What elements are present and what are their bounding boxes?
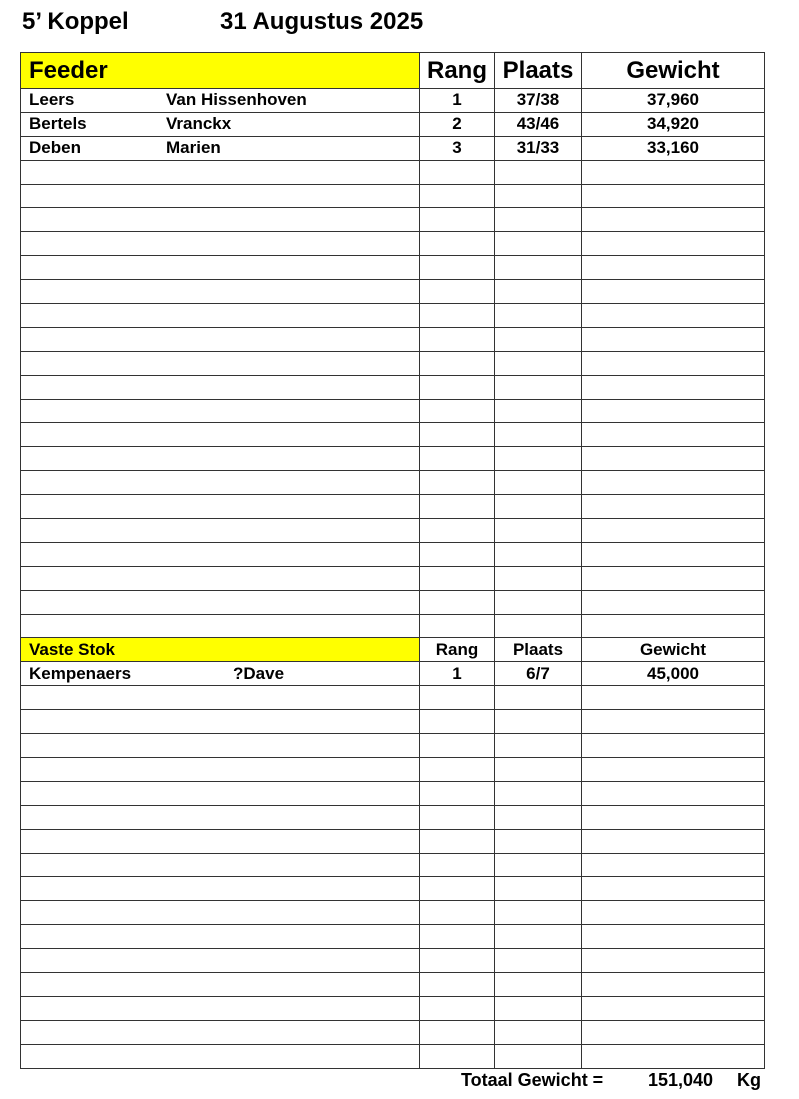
rang-cell: [420, 184, 495, 208]
rang-cell: 3: [420, 136, 495, 160]
rang-cell: 2: [420, 112, 495, 136]
participant-names: [21, 423, 420, 447]
plaats-cell: [495, 590, 582, 614]
gewicht-header: Gewicht: [582, 638, 765, 662]
table-row: [21, 471, 765, 495]
rang-cell: [420, 351, 495, 375]
plaats-cell: 31/33: [495, 136, 582, 160]
total-value: 151,040: [648, 1070, 714, 1090]
plaats-cell: 6/7: [495, 662, 582, 686]
participant-names: [21, 1020, 420, 1044]
gewicht-cell: [582, 423, 765, 447]
plaats-cell: [495, 686, 582, 710]
rang-cell: [420, 949, 495, 973]
name-second: Van Hissenhoven: [166, 90, 307, 110]
gewicht-cell: [582, 304, 765, 328]
participant-names: [21, 256, 420, 280]
table-row: [21, 112, 765, 136]
participant-names: [21, 590, 420, 614]
gewicht-cell: [582, 686, 765, 710]
name-first: Leers: [29, 90, 75, 110]
participant-names: [21, 710, 420, 734]
gewicht-cell: [582, 1020, 765, 1044]
table-row: [21, 781, 765, 805]
plaats-cell: [495, 495, 582, 519]
gewicht-cell: [582, 256, 765, 280]
plaats-cell: [495, 877, 582, 901]
plaats-cell: [495, 734, 582, 758]
vaste-stok-header-row: [21, 638, 765, 662]
gewicht-cell: [582, 614, 765, 638]
rang-cell: [420, 614, 495, 638]
rang-cell: [420, 757, 495, 781]
rang-cell: [420, 686, 495, 710]
plaats-cell: [495, 1020, 582, 1044]
rang-cell: [420, 280, 495, 304]
plaats-cell: [495, 375, 582, 399]
plaats-cell: [495, 614, 582, 638]
participant-names: [21, 280, 420, 304]
rang-cell: [420, 327, 495, 351]
total-label: Totaal Gewicht =: [461, 1070, 604, 1090]
gewicht-cell: [582, 949, 765, 973]
rang-cell: [420, 972, 495, 996]
rang-cell: [420, 519, 495, 543]
feeder-header-row: [21, 53, 765, 89]
rang-cell: [420, 805, 495, 829]
name-first: Deben: [29, 138, 81, 158]
title-event: 5’ Koppel: [22, 8, 129, 35]
plaats-cell: [495, 327, 582, 351]
gewicht-cell: [582, 781, 765, 805]
gewicht-cell: [582, 877, 765, 901]
table-row: [21, 662, 765, 686]
plaats-cell: [495, 280, 582, 304]
participant-names: [21, 972, 420, 996]
rang-cell: [420, 877, 495, 901]
table-row: [21, 208, 765, 232]
participant-names: [21, 734, 420, 758]
plaats-cell: [495, 542, 582, 566]
plaats-cell: [495, 566, 582, 590]
plaats-cell: [495, 399, 582, 423]
plaats-cell: [495, 949, 582, 973]
plaats-cell: 43/46: [495, 112, 582, 136]
table-row: [21, 232, 765, 256]
gewicht-cell: 37,960: [582, 89, 765, 113]
rang-cell: [420, 996, 495, 1020]
table-row: [21, 901, 765, 925]
participant-names: [21, 471, 420, 495]
plaats-cell: [495, 805, 582, 829]
participant-names: [21, 232, 420, 256]
rang-cell: [420, 901, 495, 925]
rang-cell: [420, 710, 495, 734]
table-row: [21, 853, 765, 877]
table-row: [21, 184, 765, 208]
participant-names: [21, 662, 420, 686]
gewicht-cell: [582, 972, 765, 996]
rang-cell: [420, 1020, 495, 1044]
participant-names: [21, 208, 420, 232]
plaats-cell: [495, 781, 582, 805]
gewicht-cell: 33,160: [582, 136, 765, 160]
gewicht-cell: [582, 351, 765, 375]
table-row: [21, 686, 765, 710]
gewicht-cell: [582, 757, 765, 781]
participant-names: [21, 614, 420, 638]
name-second: Marien: [166, 138, 221, 158]
results-table: [20, 52, 765, 1069]
name-pair: [21, 138, 419, 158]
table-row: [21, 925, 765, 949]
gewicht-cell: [582, 208, 765, 232]
gewicht-cell: [582, 996, 765, 1020]
participant-names: [21, 375, 420, 399]
title-date: 31 Augustus 2025: [220, 8, 424, 35]
participant-names: [21, 351, 420, 375]
gewicht-cell: [582, 1044, 765, 1068]
participant-names: [21, 996, 420, 1020]
rang-cell: [420, 471, 495, 495]
table-row: [21, 495, 765, 519]
table-row: [21, 1020, 765, 1044]
participant-names: [21, 542, 420, 566]
gewicht-cell: [582, 280, 765, 304]
rang-cell: [420, 734, 495, 758]
participant-names: [21, 925, 420, 949]
rang-cell: 1: [420, 89, 495, 113]
plaats-cell: [495, 232, 582, 256]
table-row: [21, 757, 765, 781]
table-row: [21, 136, 765, 160]
participant-names: [21, 447, 420, 471]
plaats-cell: [495, 304, 582, 328]
rang-cell: 1: [420, 662, 495, 686]
participant-names: [21, 829, 420, 853]
plaats-cell: [495, 901, 582, 925]
participant-names: [21, 805, 420, 829]
gewicht-cell: [582, 232, 765, 256]
participant-names: [21, 399, 420, 423]
gewicht-cell: [582, 399, 765, 423]
plaats-cell: [495, 757, 582, 781]
gewicht-cell: [582, 710, 765, 734]
table-row: [21, 566, 765, 590]
rang-header: Rang: [420, 53, 495, 89]
gewicht-cell: [582, 160, 765, 184]
participant-names: [21, 112, 420, 136]
rang-cell: [420, 566, 495, 590]
rang-cell: [420, 232, 495, 256]
table-row: [21, 614, 765, 638]
participant-names: [21, 901, 420, 925]
plaats-cell: [495, 256, 582, 280]
name-first: Kempenaers: [29, 663, 132, 683]
table-row: [21, 423, 765, 447]
name-pair: [21, 90, 419, 110]
gewicht-cell: [582, 327, 765, 351]
table-row: [21, 304, 765, 328]
plaats-cell: [495, 423, 582, 447]
table-row: [21, 542, 765, 566]
table-row: [21, 280, 765, 304]
rang-cell: [420, 590, 495, 614]
plaats-header: Plaats: [495, 638, 582, 662]
plaats-cell: [495, 447, 582, 471]
plaats-cell: [495, 853, 582, 877]
participant-names: [21, 853, 420, 877]
plaats-cell: [495, 351, 582, 375]
table-row: [21, 519, 765, 543]
participant-names: [21, 566, 420, 590]
gewicht-cell: 45,000: [582, 662, 765, 686]
table-row: [21, 710, 765, 734]
gewicht-cell: [582, 734, 765, 758]
plaats-header: Plaats: [495, 53, 582, 89]
gewicht-cell: [582, 853, 765, 877]
table-row: [21, 949, 765, 973]
rang-cell: [420, 208, 495, 232]
name-second: Vranckx: [166, 114, 232, 134]
participant-names: [21, 519, 420, 543]
gewicht-cell: [582, 542, 765, 566]
table-row: [21, 805, 765, 829]
gewicht-cell: [582, 375, 765, 399]
rang-cell: [420, 1044, 495, 1068]
participant-names: [21, 495, 420, 519]
participant-names: [21, 327, 420, 351]
rang-cell: [420, 495, 495, 519]
participant-names: [21, 686, 420, 710]
gewicht-cell: [582, 447, 765, 471]
rang-cell: [420, 160, 495, 184]
gewicht-cell: [582, 519, 765, 543]
rang-cell: [420, 781, 495, 805]
table-row: [21, 351, 765, 375]
rang-cell: [420, 925, 495, 949]
vaste-stok-section-label: Vaste Stok: [21, 638, 420, 662]
gewicht-cell: 34,920: [582, 112, 765, 136]
plaats-cell: [495, 972, 582, 996]
feeder-section-label: Feeder: [21, 53, 420, 89]
rang-cell: [420, 256, 495, 280]
table-row: [21, 972, 765, 996]
name-pair: [21, 114, 419, 134]
table-row: [21, 89, 765, 113]
gewicht-cell: [582, 495, 765, 519]
gewicht-cell: [582, 566, 765, 590]
plaats-cell: [495, 996, 582, 1020]
name-second: ?Dave: [233, 663, 285, 683]
total-unit: Kg: [737, 1070, 761, 1090]
table-row: [21, 256, 765, 280]
table-row: [21, 590, 765, 614]
table-row: [21, 734, 765, 758]
name-first: Bertels: [29, 114, 87, 134]
gewicht-header: Gewicht: [582, 53, 765, 89]
plaats-cell: [495, 1044, 582, 1068]
rang-cell: [420, 447, 495, 471]
plaats-cell: [495, 925, 582, 949]
participant-names: [21, 304, 420, 328]
table-row: [21, 1044, 765, 1068]
rang-header: Rang: [420, 638, 495, 662]
participant-names: [21, 949, 420, 973]
gewicht-cell: [582, 184, 765, 208]
gewicht-cell: [582, 590, 765, 614]
rang-cell: [420, 304, 495, 328]
table-row: [21, 327, 765, 351]
plaats-cell: [495, 471, 582, 495]
table-row: [21, 877, 765, 901]
table-row: [21, 399, 765, 423]
participant-names: [21, 184, 420, 208]
participant-names: [21, 757, 420, 781]
participant-names: [21, 160, 420, 184]
participant-names: [21, 136, 420, 160]
table-row: [21, 447, 765, 471]
plaats-cell: [495, 208, 582, 232]
table-row: [21, 829, 765, 853]
participant-names: [21, 877, 420, 901]
participant-names: [21, 1044, 420, 1068]
table-row: [21, 996, 765, 1020]
plaats-cell: [495, 519, 582, 543]
table-row: [21, 160, 765, 184]
plaats-cell: [495, 160, 582, 184]
rang-cell: [420, 542, 495, 566]
gewicht-cell: [582, 829, 765, 853]
participant-names: [21, 781, 420, 805]
gewicht-cell: [582, 471, 765, 495]
gewicht-cell: [582, 805, 765, 829]
gewicht-cell: [582, 925, 765, 949]
participant-names: [21, 89, 420, 113]
rang-cell: [420, 853, 495, 877]
plaats-cell: 37/38: [495, 89, 582, 113]
rang-cell: [420, 375, 495, 399]
name-pair: [21, 664, 419, 684]
gewicht-cell: [582, 901, 765, 925]
plaats-cell: [495, 829, 582, 853]
plaats-cell: [495, 710, 582, 734]
rang-cell: [420, 423, 495, 447]
plaats-cell: [495, 184, 582, 208]
page-title: [22, 8, 424, 42]
table-row: [21, 375, 765, 399]
rang-cell: [420, 399, 495, 423]
rang-cell: [420, 829, 495, 853]
